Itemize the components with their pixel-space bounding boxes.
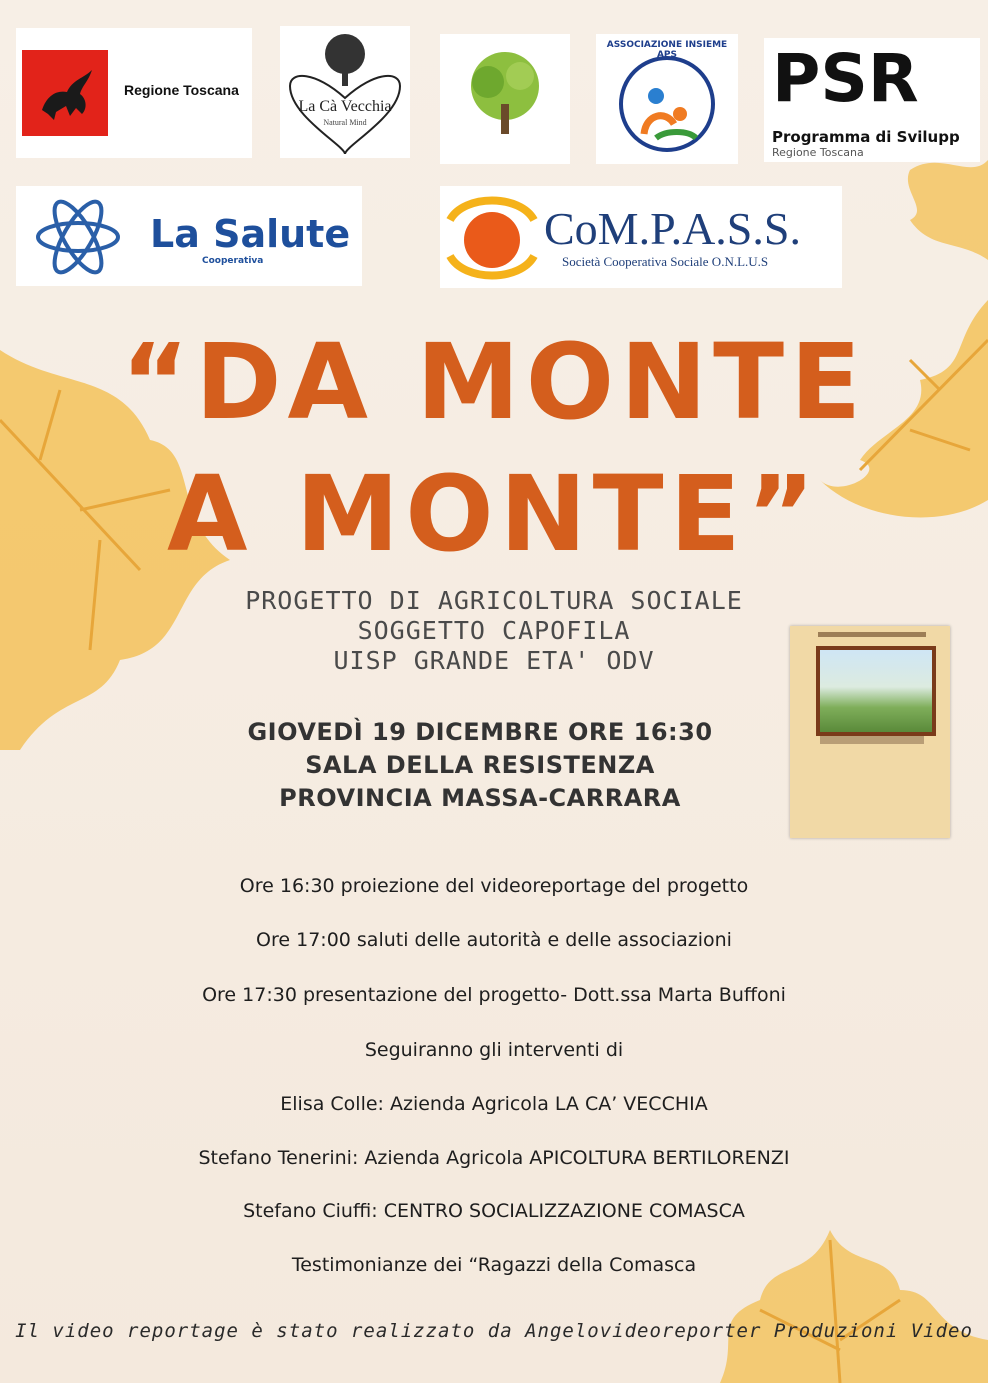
regione-toscana-label: Regione Toscana <box>124 82 239 98</box>
la-salute-name: La Salute <box>150 212 351 256</box>
flower-swirl-icon <box>30 192 126 282</box>
event-title-line2: A MONTE” <box>167 453 821 575</box>
book-cover-title-bar <box>818 632 926 637</box>
program-item: Elisa Colle: Azienda Agricola LA CA’ VECCHIA <box>280 1093 708 1115</box>
psr-logo <box>764 38 980 162</box>
psr-program-label: Programma di Svilupp <box>772 128 960 146</box>
project-subtitle-line1: PROGETTO DI AGRICOLTURA SOCIALE <box>245 586 743 615</box>
pegasus-icon <box>22 50 108 136</box>
compass-subtitle: Società Cooperativa Sociale O.N.L.U.S <box>562 254 769 269</box>
la-salute-subtitle: Cooperativa <box>202 256 264 266</box>
event-location: PROVINCIA MASSA-CARRARA <box>279 784 681 812</box>
book-cover-caption-bar <box>820 736 924 744</box>
la-ca-vecchia-logo <box>280 26 410 158</box>
event-title-line1: “DA MONTE <box>120 321 868 443</box>
regione-toscana-logo <box>16 28 252 158</box>
book-cover-illustration <box>816 646 936 736</box>
sun-icon <box>444 190 540 284</box>
event-date-time: GIOVEDÌ 19 DICEMBRE ORE 16:30 <box>247 718 713 746</box>
associazione-insieme-label: ASSOCIAZIONE INSIEME APS <box>606 40 728 60</box>
video-credit-footer: Il video reportage è stato realizzato da Angelovideoreporter Produzioni Video <box>15 1320 973 1342</box>
program-item: Stefano Tenerini: Azienda Agricola APICOLTURA BERTILORENZI <box>198 1147 790 1169</box>
project-subtitle-line2: SOGGETTO CAPOFILA <box>357 616 631 645</box>
book-cover-thumbnail <box>790 626 950 838</box>
compass-name: CoM.P.A.S.S. <box>544 203 801 254</box>
program-item: Ore 16:30 proiezione del videoreportage del progetto <box>239 875 749 897</box>
program-item: Seguiranno gli interventi di <box>364 1039 624 1061</box>
tree-heart-icon <box>280 26 410 158</box>
la-salute-logo <box>16 186 362 286</box>
la-ca-vecchia-tagline: Natural Mind <box>323 118 367 127</box>
program-item: Stefano Ciuffi: CENTRO SOCIALIZZAZIONE COMASCA <box>243 1200 745 1222</box>
associazione-insieme-logo <box>596 34 738 164</box>
program-item: Ore 17:00 saluti delle autorità e delle associazioni <box>256 929 732 951</box>
program-item: Ore 17:30 presentazione del progetto- Dott.ssa Marta Buffoni <box>202 984 786 1006</box>
psr-mark: PSR <box>772 40 919 117</box>
program-item: Testimonianze dei “Ragazzi della Comasca <box>291 1254 697 1276</box>
project-subtitle-line3: UISP GRANDE ETA' ODV <box>333 646 655 675</box>
compass-logo <box>440 186 842 288</box>
event-venue: SALA DELLA RESISTENZA <box>305 751 655 779</box>
leaf-right-top-decoration <box>900 150 988 260</box>
tree-icon <box>440 34 570 164</box>
la-ca-vecchia-name: La Cà Vecchia <box>298 98 392 115</box>
psr-regione-label: Regione Toscana <box>772 146 864 159</box>
green-tree-logo <box>440 34 570 164</box>
leaf-bottom-right-decoration <box>700 1230 988 1383</box>
